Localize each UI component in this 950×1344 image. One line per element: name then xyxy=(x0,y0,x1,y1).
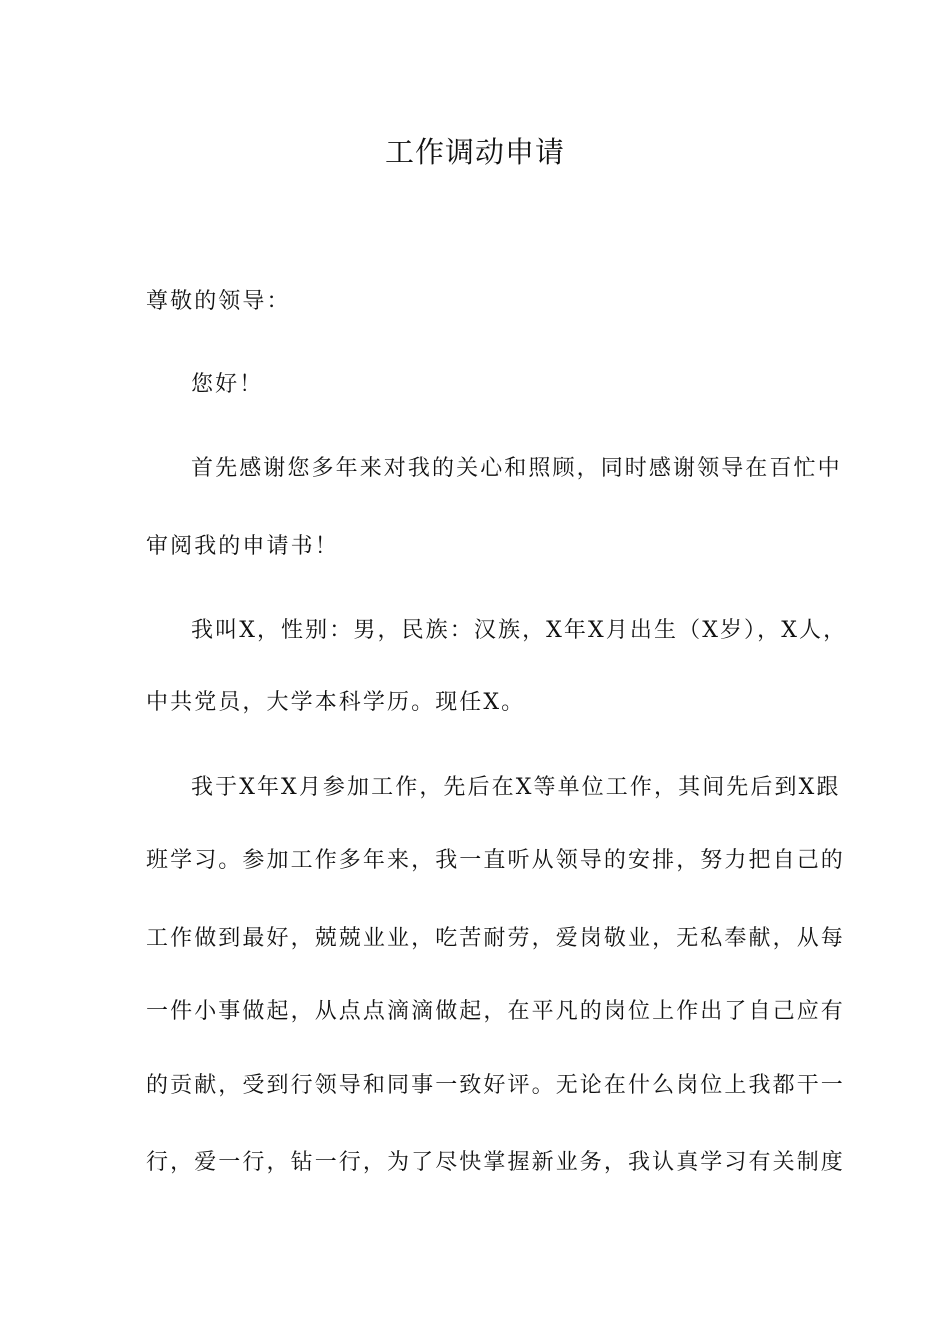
salutation-line: 尊敬的领导： xyxy=(146,289,291,314)
paragraph-2-line-2: 中共党员，大学本科学历。现任X。 xyxy=(146,690,526,715)
paragraph-3-line-3: 工作做到最好，兢兢业业，吃苦耐劳，爱岗敬业，无私奉献，从每 xyxy=(146,926,845,951)
paragraph-3-line-1: 我于X年X月参加工作，先后在X等单位工作，其间先后到X跟 xyxy=(191,775,841,800)
paragraph-3-line-2: 班学习。参加工作多年来，我一直听从领导的安排，努力把自己的 xyxy=(146,848,845,873)
paragraph-1-line-1: 首先感谢您多年来对我的关心和照顾，同时感谢领导在百忙中 xyxy=(191,456,842,481)
paragraph-3-line-6: 行，爱一行，钻一行，为了尽快掌握新业务，我认真学习有关制度 xyxy=(146,1150,845,1175)
paragraph-1-line-2: 审阅我的申请书！ xyxy=(146,534,339,559)
document-title: 工作调动申请 xyxy=(384,135,565,169)
greeting-line: 您好！ xyxy=(191,372,264,397)
paragraph-3-line-5: 的贡献，受到行领导和同事一致好评。无论在什么岗位上我都干一 xyxy=(146,1073,845,1098)
paragraph-2-line-1: 我叫X，性别：男，民族：汉族，X年X月出生（X岁），X人， xyxy=(191,618,848,643)
paragraph-3-line-4: 一件小事做起，从点点滴滴做起，在平凡的岗位上作出了自己应有 xyxy=(146,999,845,1024)
